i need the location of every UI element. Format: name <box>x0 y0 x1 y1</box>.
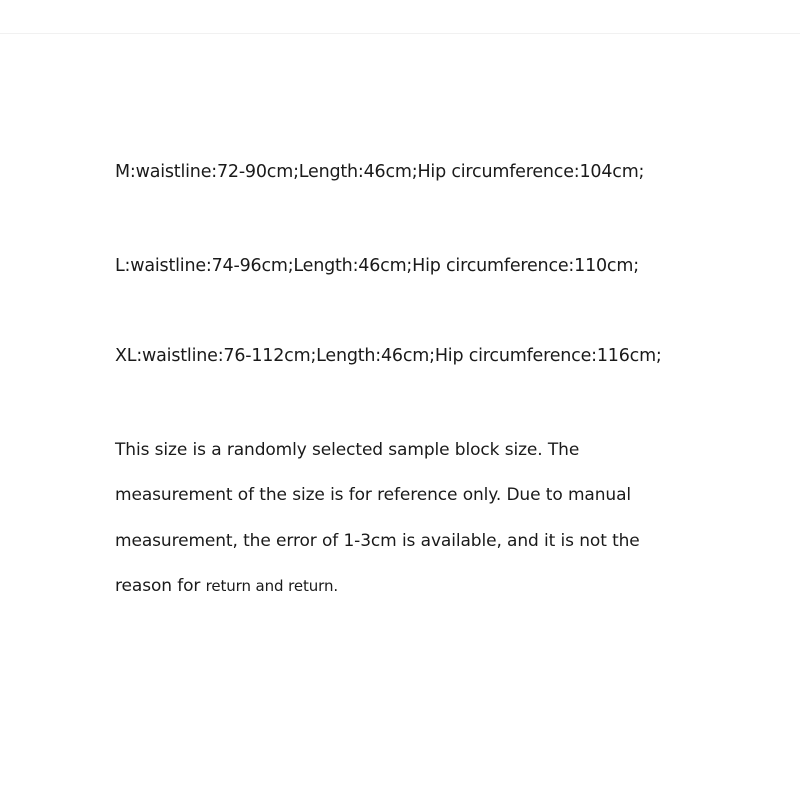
disclaimer-text-small: return and return. <box>205 577 339 595</box>
disclaimer-text: reason for <box>115 576 206 596</box>
disclaimer-line <box>115 576 338 596</box>
size-spec-xl: XL:waistline:76-112cm;Length:46cm;Hip circumference:116cm; <box>115 346 662 366</box>
disclaimer-line: measurement, the error of 1-3cm is available, and it is not the <box>115 531 640 551</box>
top-divider <box>0 33 800 34</box>
size-spec-m: M:waistline:72-90cm;Length:46cm;Hip circumference:104cm; <box>115 162 645 182</box>
size-spec-l: L:waistline:74-96cm;Length:46cm;Hip circumference:110cm; <box>115 256 639 276</box>
disclaimer-line: This size is a randomly selected sample block size. The <box>115 440 580 460</box>
disclaimer-line: measurement of the size is for reference only. Due to manual <box>115 485 632 505</box>
